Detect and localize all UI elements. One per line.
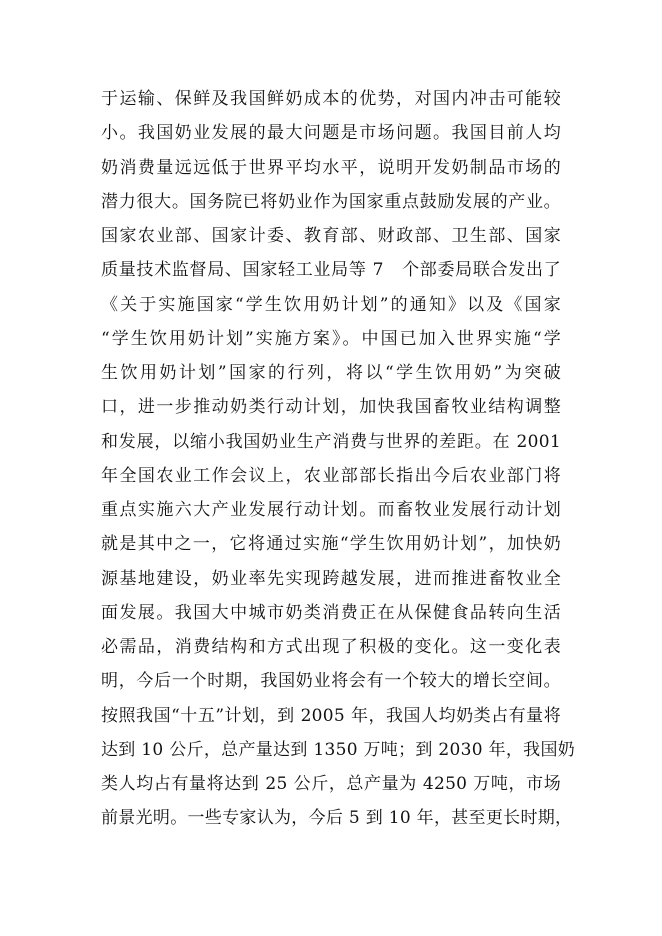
text-line: 奶消费量远远低于世界平均水平，说明开发奶制品市场的 bbox=[101, 157, 561, 178]
text-line: 必需品，消费结构和方式出现了积极的变化。这一变化表 bbox=[101, 637, 561, 657]
text-line: 类人均占有量将达到 25 公斤，总产量为 4250 万吨，市场 bbox=[101, 774, 561, 794]
text-line: 按照我国“十五”计划，到 2005 年，我国人均奶类占有量将 bbox=[101, 705, 561, 726]
text-line: 小。我国奶业发展的最大问题是市场问题。我国目前人均 bbox=[101, 123, 561, 144]
text-line: 达到 10 公斤，总产量达到 1350 万吨；到 2030 年，我国奶 bbox=[101, 739, 576, 760]
text-line: 年全国农业工作会议上，农业部部长指出今后农业部门将 bbox=[101, 465, 561, 486]
text-line: 和发展，以缩小我国奶业生产消费与世界的差距。在 2001 bbox=[101, 431, 561, 452]
text-line: 《关于实施国家“学生饮用奶计划”的通知》以及《国家 bbox=[101, 294, 561, 315]
text-line: 就是其中之一，它将通过实施“学生饮用奶计划”，加快奶 bbox=[101, 534, 561, 555]
text-line: 口，进一步推动奶类行动计划，加快我国畜牧业结构调整 bbox=[101, 397, 561, 418]
body-paragraph bbox=[101, 82, 576, 836]
text-line: “学生饮用奶计划”实施方案》。中国已加入世界实施“学 bbox=[101, 328, 561, 349]
text-line: 生饮用奶计划”国家的行列，将以“学生饮用奶”为突破 bbox=[101, 363, 561, 383]
text-line: 国家农业部、国家计委、教育部、财政部、卫生部、国家 bbox=[101, 226, 561, 246]
text-line: 明，今后一个时期，我国奶业将会有一个较大的增长空间。 bbox=[101, 671, 561, 692]
text-line: 重点实施六大产业发展行动计划。而畜牧业发展行动计划 bbox=[101, 500, 561, 520]
text-line: 面发展。我国大中城市奶类消费正在从保健食品转向生活 bbox=[101, 602, 561, 623]
text-line: 于运输、保鲜及我国鲜奶成本的优势，对国内冲击可能较 bbox=[101, 89, 561, 109]
text-line: 质量技术监督局、国家轻工业局等 7 个部委局联合发出了 bbox=[101, 260, 561, 281]
text-line: 前景光明。一些专家认为，今后 5 到 10 年，甚至更长时期， bbox=[101, 808, 573, 829]
text-line: 潜力很大。国务院已将奶业作为国家重点鼓励发展的产业。 bbox=[101, 191, 561, 212]
text-line: 源基地建设，奶业率先实现跨越发展，进而推进畜牧业全 bbox=[101, 568, 561, 589]
